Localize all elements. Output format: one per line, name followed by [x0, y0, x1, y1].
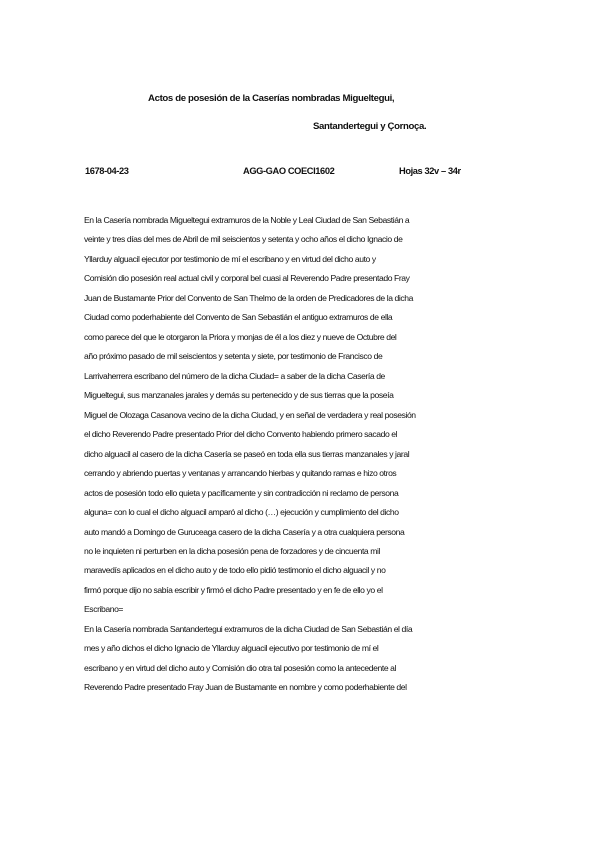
text-line: escribano y en virtud del dicho auto y Comisión dio otra tal posesión como la antecedente al [84, 662, 397, 673]
text-line: año próximo pasado de mil seiscientos y setenta y siete, por testimonio de Francisco de [84, 351, 383, 362]
text-line: Yllarduy alguacil ejecutor por testimonio de mí el escribano y en virtud del dicho auto y [84, 253, 376, 264]
document-title-line-2: Santandertegui y Çornoça. [313, 121, 427, 132]
document-date: 1678-04-23 [85, 166, 129, 176]
text-line: veinte y tres días del mes de Abril de mil seiscientos y setenta y ocho años el dicho Ignacio de [84, 234, 403, 245]
text-line: Comisión dio posesión real actual civil y corporal bel cuasi al Reverendo Padre presentado Fray [84, 273, 410, 284]
text-line: el dicho Reverendo Padre presentado Prior del dicho Convento habiendo primero sacado el [84, 429, 398, 440]
text-line: como parece del que le otorgaron la Priora y monjas de él a los diez y nueve de Octubre del [84, 331, 397, 342]
archive-reference: AGG-GAO COECI1602 [243, 166, 335, 176]
text-line: cerrando y abriendo puertas y ventanas y arrancando hierbas y quitando ramas e hizo otros [84, 468, 397, 479]
transcription-body [84, 211, 514, 698]
text-line: alguna= con lo cual el dicho alguacil amparó al dicho (…) ejecución y cumplimiento del dicho [84, 507, 399, 518]
document-title-line-1: Actos de posesión de la Caserías nombradas Migueltegui, [148, 93, 395, 104]
text-line: En la Casería nombrada Migueltegui extramuros de la Noble y Leal Ciudad de San Sebastián a [84, 215, 410, 225]
text-line: auto mandó a Domingo de Guruceaga casero de la dicha Casería y a otra cualquiera persona [84, 526, 405, 537]
text-line: Migueltegui, sus manzanales jarales y demás su pertenecido y de sus tierras que la poseía [84, 390, 394, 401]
text-line: Miguel de Olozaga Casanova vecino de la dicha Ciudad, y en señal de verdadera y real posesión [84, 409, 416, 420]
text-line: Escribano= [84, 604, 124, 615]
folio-range: Hojas 32v – 34r [399, 166, 461, 176]
text-line: no le inquieten ni perturben en la dicha posesión pena de forzadores y de cincuenta mil [84, 545, 380, 556]
text-line: Larrivaherrera escribano del número de la dicha Ciudad= a saber de la dicha Casería de [84, 370, 385, 381]
text-line: Ciudad como poderhabiente del Convento de San Sebastián el antiguo extramuros de ella [84, 312, 393, 323]
text-line: firmó porque dijo no sabía escribir y firmó el dicho Padre presentado y en fe de ello yo el [84, 584, 383, 595]
text-line: mes y año dichos el dicho Ignacio de Yllarduy alguacil ejecutivo por testimonio de mí el [84, 643, 379, 654]
text-line: maravedís aplicados en el dicho auto y de todo ello pidió testimonio el dicho alguacil y no [84, 565, 386, 576]
text-line: actos de posesión todo ello quieta y pacíficamente y sin contradicción ni reclamo de persona [84, 487, 399, 498]
text-line: Juan de Bustamante Prior del Convento de San Thelmo de la orden de Predicadores de la dicha [84, 292, 413, 303]
text-line: dicho alguacil al casero de la dicha Casería se paseó en toda ella sus tierras manzanales y jaral [84, 448, 410, 459]
text-line: En la Casería nombrada Santandertegui extramuros de la dicha Ciudad de San Sebastián el día [84, 623, 413, 634]
text-line: Reverendo Padre presentado Fray Juan de Bustamante en nombre y como poderhabiente del [84, 682, 407, 693]
